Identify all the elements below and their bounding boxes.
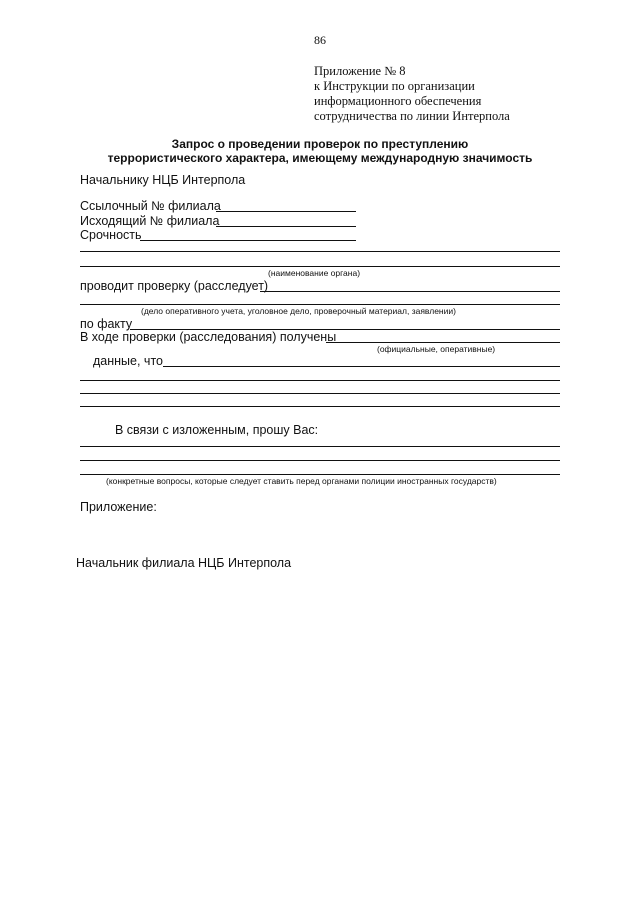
organ-line-2[interactable] — [80, 266, 560, 267]
data-line-3[interactable] — [80, 393, 560, 394]
on-fact-label: по факту — [80, 317, 133, 331]
request-line-1[interactable] — [80, 446, 560, 447]
conducts-check-label: проводит проверку (расследует) — [80, 279, 269, 293]
appendix-line-1: Приложение № 8 — [314, 64, 406, 78]
appendix-line-4: сотрудничества по линии Интерпола — [314, 109, 510, 123]
case-type-line[interactable] — [80, 304, 560, 305]
request-line-2[interactable] — [80, 460, 560, 461]
request-line-3[interactable] — [80, 474, 560, 475]
urgency-label: Срочность — [80, 228, 142, 242]
ref-number-line[interactable] — [216, 211, 356, 212]
in-connection-label: В связи с изложенным, прошу Вас: — [115, 423, 319, 437]
during-check-label: В ходе проверки (расследования) получены — [80, 330, 337, 344]
out-number-line[interactable] — [216, 226, 356, 227]
organ-name-hint: (наименование органа) — [268, 268, 361, 278]
data-that-label: данные, что — [93, 354, 163, 368]
appendix-line-2: к Инструкции по организации — [314, 79, 475, 93]
ref-number-label: Ссылочный № филиала — [80, 199, 221, 213]
signature-label: Начальник филиала НЦБ Интерпола — [76, 556, 292, 570]
attachment-label: Приложение: — [80, 500, 157, 514]
organ-line-1[interactable] — [80, 251, 560, 252]
urgency-line[interactable] — [140, 240, 356, 241]
case-type-hint: (дело оперативного учета, уголовное дело, проверочный материал, заявлении) — [141, 306, 456, 316]
page-number: 86 — [314, 33, 326, 47]
out-number-label: Исходящий № филиала — [80, 214, 220, 228]
data-that-line[interactable] — [163, 366, 560, 367]
form-title-line-1: Запрос о проведении проверок по преступлению — [171, 137, 469, 151]
conducts-check-line[interactable] — [260, 291, 560, 292]
data-type-hint: (официальные, оперативные) — [377, 344, 496, 354]
data-line-4[interactable] — [80, 406, 560, 407]
questions-hint: (конкретные вопросы, которые следует ставить перед органами полиции иностранных государств) — [106, 476, 497, 486]
appendix-note — [314, 64, 510, 124]
addressee: Начальнику НЦБ Интерпола — [80, 173, 246, 187]
appendix-line-3: информационного обеспечения — [314, 94, 482, 108]
form-title-line-2: террористического характера, имеющему международную значимость — [107, 151, 533, 165]
during-check-line[interactable] — [326, 342, 560, 343]
form-title — [0, 137, 640, 165]
data-line-2[interactable] — [80, 380, 560, 381]
